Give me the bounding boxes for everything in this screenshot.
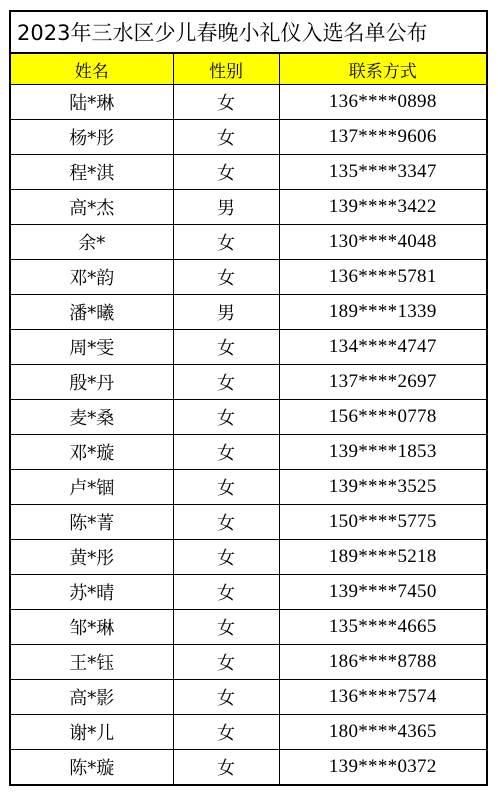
header-name: 姓名 [11, 54, 173, 85]
table-row [11, 155, 486, 190]
table-row [11, 295, 486, 330]
phone-cell: 135****3347 [279, 155, 486, 190]
gender-cell: 女 [173, 365, 279, 400]
gender-cell: 女 [173, 470, 279, 505]
name-cell: 高*影 [11, 680, 173, 715]
gender-cell: 女 [173, 540, 279, 575]
phone-cell: 139****3422 [279, 190, 486, 225]
gender-cell: 女 [173, 225, 279, 260]
phone-cell: 139****7450 [279, 575, 486, 610]
name-cell: 谢*儿 [11, 715, 173, 750]
phone-cell: 139****3525 [279, 470, 486, 505]
table-header-row [11, 54, 486, 85]
name-cell: 高*杰 [11, 190, 173, 225]
table-row [11, 400, 486, 435]
gender-cell: 女 [173, 680, 279, 715]
name-cell: 邹*琳 [11, 610, 173, 645]
gender-cell: 女 [173, 505, 279, 540]
phone-cell: 189****5218 [279, 540, 486, 575]
gender-cell: 男 [173, 190, 279, 225]
name-cell: 殷*丹 [11, 365, 173, 400]
name-cell: 邓*璇 [11, 435, 173, 470]
name-cell: 苏*晴 [11, 575, 173, 610]
phone-cell: 137****9606 [279, 120, 486, 155]
table-row [11, 260, 486, 295]
name-cell: 麦*桑 [11, 400, 173, 435]
phone-cell: 130****4048 [279, 225, 486, 260]
table-row [11, 225, 486, 260]
phone-cell: 139****1853 [279, 435, 486, 470]
name-cell: 陈*璇 [11, 750, 173, 785]
name-cell: 潘*曦 [11, 295, 173, 330]
name-cell: 王*钰 [11, 645, 173, 680]
gender-cell: 女 [173, 330, 279, 365]
table-row [11, 470, 486, 505]
table-row [11, 190, 486, 225]
table-row [11, 505, 486, 540]
phone-cell: 186****8788 [279, 645, 486, 680]
gender-cell: 男 [173, 295, 279, 330]
gender-cell: 女 [173, 155, 279, 190]
table-row [11, 85, 486, 120]
gender-cell: 女 [173, 400, 279, 435]
phone-cell: 150****5775 [279, 505, 486, 540]
table-row [11, 750, 486, 785]
gender-cell: 女 [173, 260, 279, 295]
gender-cell: 女 [173, 715, 279, 750]
table-row [11, 575, 486, 610]
gender-cell: 女 [173, 575, 279, 610]
gender-cell: 女 [173, 85, 279, 120]
phone-cell: 136****0898 [279, 85, 486, 120]
name-cell: 杨*彤 [11, 120, 173, 155]
name-cell: 程*淇 [11, 155, 173, 190]
header-phone: 联系方式 [279, 54, 486, 85]
phone-cell: 136****7574 [279, 680, 486, 715]
name-cell: 余* [11, 225, 173, 260]
table-row [11, 435, 486, 470]
phone-cell: 139****0372 [279, 750, 486, 785]
name-cell: 陆*琳 [11, 85, 173, 120]
gender-cell: 女 [173, 750, 279, 785]
header-gender: 性别 [173, 54, 279, 85]
gender-cell: 女 [173, 610, 279, 645]
table-row [11, 610, 486, 645]
name-cell: 卢*锢 [11, 470, 173, 505]
phone-cell: 189****1339 [279, 295, 486, 330]
table-row [11, 120, 486, 155]
name-cell: 周*雯 [11, 330, 173, 365]
table-row [11, 330, 486, 365]
phone-cell: 137****2697 [279, 365, 486, 400]
phone-cell: 180****4365 [279, 715, 486, 750]
table-row [11, 645, 486, 680]
gender-cell: 女 [173, 120, 279, 155]
gender-cell: 女 [173, 435, 279, 470]
name-cell: 陈*菁 [11, 505, 173, 540]
page-title: 2023年三水区少儿春晚小礼仪入选名单公布 [11, 12, 486, 53]
phone-cell: 136****5781 [279, 260, 486, 295]
table-body [11, 85, 486, 785]
table-row [11, 680, 486, 715]
roster-table [11, 53, 486, 784]
phone-cell: 134****4747 [279, 330, 486, 365]
phone-cell: 156****0778 [279, 400, 486, 435]
phone-cell: 135****4665 [279, 610, 486, 645]
table-row [11, 715, 486, 750]
table-row [11, 540, 486, 575]
roster-sheet [9, 10, 488, 786]
name-cell: 邓*韵 [11, 260, 173, 295]
table-row [11, 365, 486, 400]
gender-cell: 女 [173, 645, 279, 680]
name-cell: 黄*彤 [11, 540, 173, 575]
